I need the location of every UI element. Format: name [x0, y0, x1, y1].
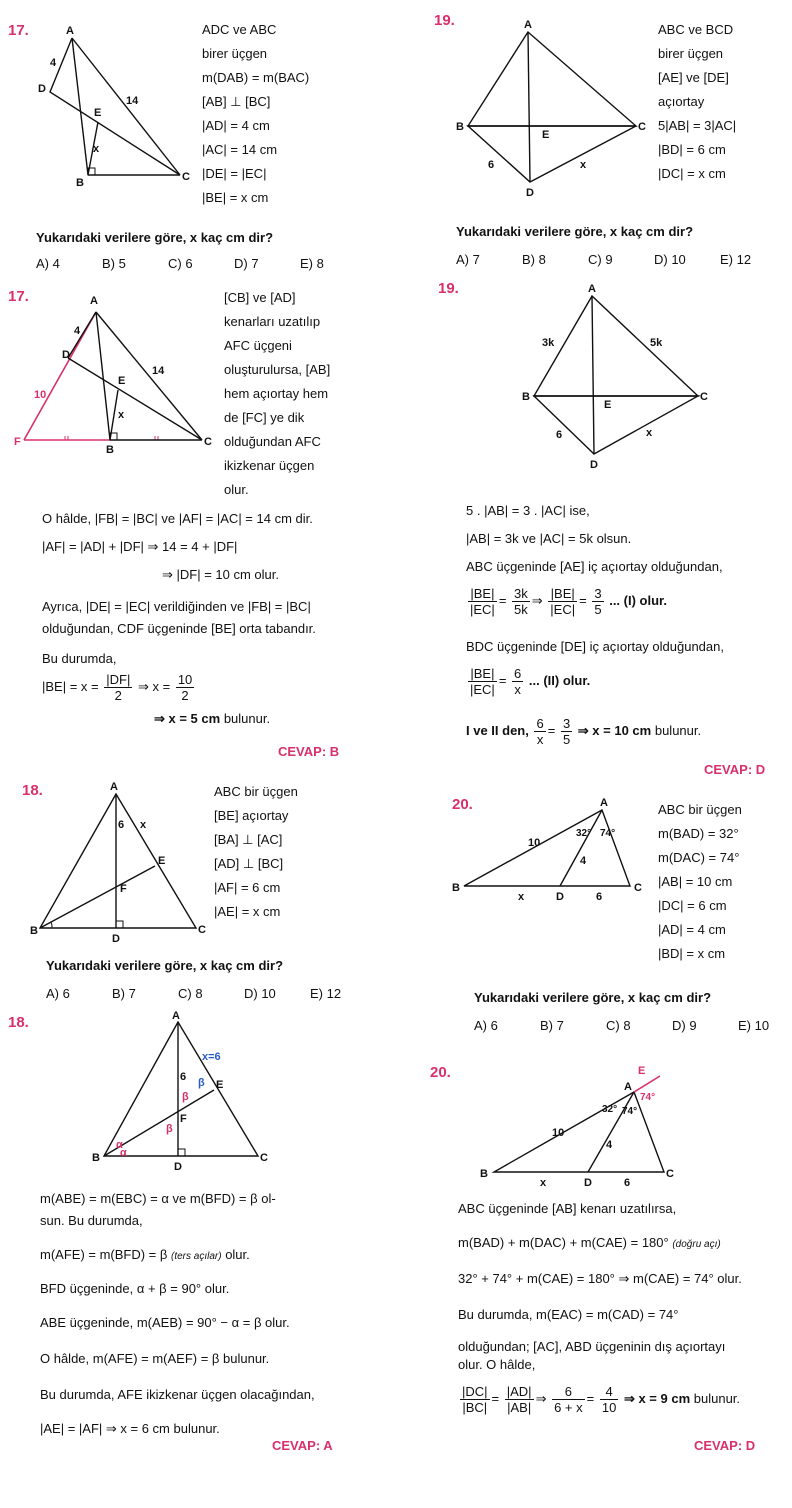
label-df: 10	[34, 389, 47, 401]
q18-figure	[30, 780, 210, 945]
label-c: C	[182, 171, 190, 183]
question-number: 20.	[452, 796, 473, 813]
label-a: A	[600, 797, 608, 809]
q19-given: ABC ve BCD birer üçgen [AE] ve [DE] açıortay 5|AB| = 3|AC| |BD| = 6 cm |DC| = x cm	[658, 22, 737, 181]
label-a: A	[90, 295, 98, 307]
answer-label: CEVAP: A	[272, 1438, 333, 1453]
label-b: B	[76, 177, 84, 189]
label-c: C	[198, 924, 206, 936]
q20-figure	[450, 798, 650, 908]
solution-number: 19.	[438, 280, 459, 297]
label-a: A	[172, 1010, 180, 1022]
label-d: D	[62, 349, 70, 361]
q20-options: A) 6 B) 7 C) 8 D) 9 E) 10	[474, 1018, 770, 1033]
label-e: E	[542, 129, 550, 141]
label-beta2: β	[182, 1091, 189, 1103]
label-d: D	[526, 187, 534, 199]
q17-given: ADC ve ABC birer üçgen m(DAB) = m(BAC) [AB] ⊥ [BC] |AD| = 4 cm |AC| = 14 cm |DE| = |EC| |BE| = x cm	[202, 22, 310, 205]
label-d: D	[174, 1161, 182, 1173]
s17-solution: O hâlde, |FB| = |BC| ve |AF| = |AC| = 14 cm dir. |AF| = |AD| + |DF| ⇒ 14 = 4 + |DF| ⇒ |DF| = 10 cm olur. Ayrıca, |DE| = |EC| verildiğinden ve |FB| = |BC| olduğundan, CDF üçgeninde [BE] orta tabandır. Bu durumda, |BE| = x = $\frac{|DF|}{2}$ ⇒ x = $\frac{10}{2}$ ⇒ x = 5 cm bulunur.	[42, 511, 316, 726]
label-e: E	[638, 1065, 646, 1077]
label-bd: 6	[488, 159, 495, 171]
label-af: 6	[118, 819, 125, 831]
solution-number: 18.	[8, 1014, 29, 1031]
label-c: C	[260, 1152, 268, 1164]
label-ad: 4	[74, 325, 81, 337]
label-a2: 74°	[622, 1106, 638, 1117]
label-a: A	[624, 1081, 632, 1093]
question-text: Yukarıdaki verilere göre, x kaç cm dir?	[456, 224, 694, 239]
label-c: C	[700, 391, 708, 403]
s19-figure	[500, 282, 720, 477]
answer-label: CEVAP: D	[704, 762, 766, 777]
question-text: Yukarıdaki verilere göre, x kaç cm dir?	[36, 230, 274, 245]
label-a: A	[588, 283, 596, 295]
label-a: A	[66, 25, 74, 37]
label-bd: 6	[556, 429, 563, 441]
label-f: F	[120, 883, 127, 895]
label-af: 6	[180, 1071, 187, 1083]
label-ad: 4	[580, 855, 587, 867]
label-f: F	[180, 1113, 187, 1125]
label-ac: 14	[126, 95, 139, 107]
label-c: C	[634, 882, 642, 894]
label-c: C	[666, 1168, 674, 1180]
label-b: B	[30, 925, 38, 937]
label-beta1: β	[198, 1077, 205, 1089]
label-e: E	[604, 399, 612, 411]
label-a3: 74°	[640, 1092, 656, 1103]
label-x: x	[93, 143, 100, 155]
label-x: x	[540, 1177, 547, 1189]
label-a: A	[110, 781, 118, 793]
answer-label: CEVAP: B	[278, 744, 340, 759]
label-beta3: β	[166, 1123, 173, 1135]
label-a2: 74°	[600, 828, 616, 839]
s18-figure	[90, 1010, 280, 1175]
label-ac: 14	[152, 365, 165, 377]
label-x: x	[580, 159, 587, 171]
label-dc: 6	[624, 1177, 631, 1189]
label-x: x	[140, 819, 147, 831]
label-d: D	[112, 933, 120, 945]
label-b: B	[106, 444, 114, 456]
label-x: x	[518, 891, 525, 903]
label-d: D	[38, 83, 46, 95]
label-e: E	[118, 375, 126, 387]
solution-number: 20.	[430, 1064, 451, 1081]
question-text: Yukarıdaki verilere göre, x kaç cm dir?	[474, 990, 712, 1005]
s18-solution: m(ABE) = m(EBC) = α ve m(BFD) = β ol- sun. Bu durumda, m(AFE) = m(BFD) = β (ters açılar) olur. BFD üçgeninde, α + β = 90° olur. ABE üçgeninde, m(AEB) = 90° − α = β olur. O hâlde, m(AFE) = m(AEF) = β bulunur. Bu durumda, AFE ikizkenar üçgen olacağından, |AE| = |AF| ⇒ x = 6 cm bulunur.	[40, 1191, 315, 1436]
q20-given: ABC bir üçgen m(BAD) = 32° m(DAC) = 74° |AB| = 10 cm |DC| = 6 cm |AD| = 4 cm |BD| = x cm	[658, 802, 742, 961]
label-alpha2: α	[120, 1147, 127, 1159]
label-a: A	[524, 19, 532, 31]
label-b: B	[480, 1168, 488, 1180]
label-ab: 10	[552, 1127, 565, 1139]
label-e: E	[94, 107, 102, 119]
label-ad: 4	[50, 57, 57, 69]
label-alpha1: α	[116, 1139, 123, 1151]
s17-figure	[10, 290, 220, 460]
label-c: C	[204, 436, 212, 448]
label-b: B	[522, 391, 530, 403]
q17-figure	[30, 20, 200, 190]
question-number: 18.	[22, 782, 43, 799]
s20-figure	[474, 1064, 694, 1189]
label-d: D	[556, 891, 564, 903]
label-e: E	[216, 1079, 224, 1091]
label-d: D	[590, 459, 598, 471]
label-x: x	[646, 427, 653, 439]
label-ab: 10	[528, 837, 541, 849]
label-ac: 5k	[650, 337, 663, 349]
q17-options: A) 4 B) 5 C) 6 D) 7 E) 8	[36, 256, 324, 271]
s20-solution: ABC üçgeninde [AB] kenarı uzatılırsa, m(BAD) + m(DAC) + m(CAE) = 180° (doğru açı) 32° + 74° + m(CAE) = 180° ⇒ m(CAE) = 74° olur. Bu durumda, m(EAC) = m(CAD) = 74° olduğundan; [AC], ABD üçgeninin dış açıortayı olur. O hâlde, $\frac{|DC|}{|BC|}$ = $\frac{|AD|}{|AB|}$ ⇒ $\frac{6}{6 + x}$ = $\frac{4}{10}$ ⇒ x = 9 cm bulunur.	[458, 1201, 742, 1415]
label-ad: 4	[606, 1139, 613, 1151]
q19-figure	[450, 12, 650, 202]
s17-text: [CB] ve [AD] kenarları uzatılıp AFC üçgeni oluşturulursa, [AB] hem açıortay hem de [FC] ye dik olduğundan AFC ikizkenar üçgen olur.	[224, 290, 331, 497]
label-ab: 3k	[542, 337, 555, 349]
q19-options: A) 7 B) 8 C) 9 D) 10 E) 12	[456, 252, 752, 267]
label-x6: x=6	[202, 1051, 221, 1063]
label-x: x	[118, 409, 125, 421]
label-d: D	[584, 1177, 592, 1189]
q18-given: ABC bir üçgen [BE] açıortay [BA] ⊥ [AC] [AD] ⊥ [BC] |AF| = 6 cm |AE| = x cm	[214, 784, 298, 919]
label-c: C	[638, 121, 646, 133]
label-a1: 32°	[576, 828, 592, 839]
s19-solution: 5 . |AB| = 3 . |AC| ise, |AB| = 3k ve |AC| = 5k olsun. ABC üçgeninde [AE] iç açıortay olduğundan, $\frac{|BE|}{|EC|}$ = $\frac{3k}{5k}$ ⇒ $\frac{|BE|}{|EC|}$ = $\frac{3}{5}$ ... (I) olur. BDC üçgeninde [DE] iç açıortay olduğundan, $\frac{|BE|}{|EC|}$ = $\frac{6}{x}$ ... (II) olur. I ve II den, $\frac{6}{x}$ = $\frac{3}{5}$ ⇒ x = 10 cm bulunur.	[466, 503, 724, 747]
q18-options: A) 6 B) 7 C) 8 D) 10 E) 12	[46, 986, 342, 1001]
label-f: F	[14, 436, 21, 448]
question-number: 17.	[8, 22, 29, 39]
label-a1: 32°	[602, 1104, 618, 1115]
label-b: B	[456, 121, 464, 133]
question-text: Yukarıdaki verilere göre, x kaç cm dir?	[46, 958, 284, 973]
solution-number: 17.	[8, 288, 29, 305]
label-b: B	[452, 882, 460, 894]
answer-label: CEVAP: D	[694, 1438, 756, 1453]
label-dc: 6	[596, 891, 603, 903]
label-e: E	[158, 855, 166, 867]
label-b: B	[92, 1152, 100, 1164]
question-number: 19.	[434, 12, 455, 29]
